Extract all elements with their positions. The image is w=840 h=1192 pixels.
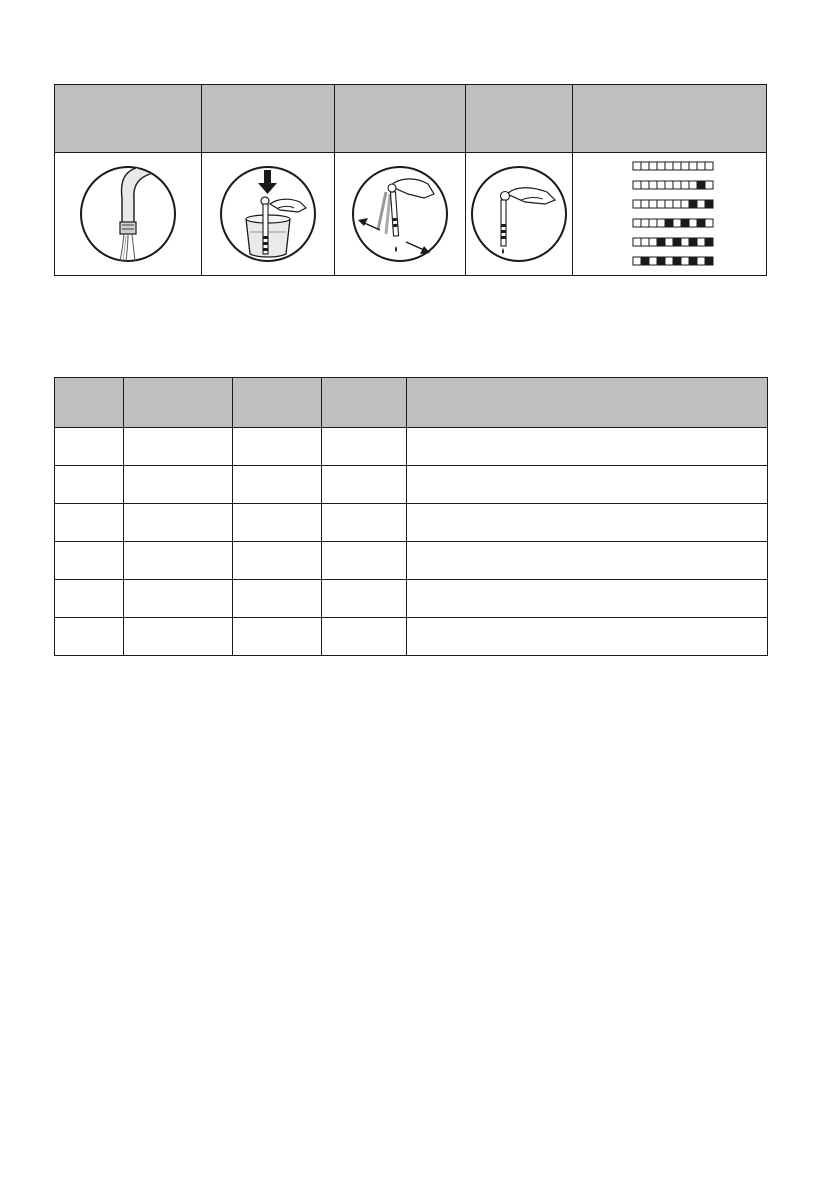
scale-segment bbox=[705, 257, 713, 265]
table-cell bbox=[407, 466, 768, 504]
table-cell bbox=[124, 466, 233, 504]
scale-segment bbox=[657, 238, 665, 246]
scale-segment bbox=[641, 257, 649, 265]
scale-segment bbox=[705, 200, 713, 208]
table-row bbox=[55, 580, 768, 618]
scale-illustration-cell bbox=[573, 153, 767, 276]
instruction-header-row bbox=[55, 85, 767, 153]
table-cell bbox=[322, 580, 407, 618]
table-cell bbox=[55, 466, 124, 504]
scale-segment bbox=[665, 162, 673, 170]
scale-segment bbox=[649, 238, 657, 246]
scale-segment bbox=[689, 181, 697, 189]
scale-header bbox=[573, 85, 767, 153]
scale-segment bbox=[641, 219, 649, 227]
scale-segment bbox=[641, 200, 649, 208]
scale-segment bbox=[681, 219, 689, 227]
scale-segment bbox=[633, 238, 641, 246]
scale-segment bbox=[641, 181, 649, 189]
scale-segment bbox=[649, 219, 657, 227]
table-cell bbox=[407, 542, 768, 580]
scale-strip bbox=[633, 162, 713, 170]
results-header-cell bbox=[322, 378, 407, 428]
table-cell bbox=[407, 580, 768, 618]
results-header-cell bbox=[233, 378, 322, 428]
scale-segment bbox=[697, 238, 705, 246]
table-cell bbox=[322, 504, 407, 542]
results-header-cell bbox=[124, 378, 233, 428]
dip-strip-in-water-icon bbox=[218, 164, 318, 264]
scale-segment bbox=[689, 200, 697, 208]
step-2-illustration-cell bbox=[202, 153, 335, 276]
scale-strip bbox=[633, 181, 713, 189]
scale-segment bbox=[633, 162, 641, 170]
scale-segment bbox=[649, 200, 657, 208]
scale-segment bbox=[633, 181, 641, 189]
scale-segment bbox=[705, 219, 713, 227]
table-cell bbox=[124, 542, 233, 580]
shake-strip-icon bbox=[350, 164, 450, 264]
table-cell bbox=[124, 504, 233, 542]
scale-segment bbox=[673, 257, 681, 265]
table-row bbox=[55, 542, 768, 580]
running-tap-icon bbox=[78, 164, 178, 264]
table-cell bbox=[322, 466, 407, 504]
table-row bbox=[55, 504, 768, 542]
table-row bbox=[55, 466, 768, 504]
table-cell bbox=[55, 504, 124, 542]
table-cell bbox=[322, 618, 407, 656]
results-table bbox=[54, 377, 768, 656]
scale-segment bbox=[673, 162, 681, 170]
step-3-header bbox=[335, 85, 466, 153]
table-cell bbox=[233, 618, 322, 656]
step-1-illustration-cell bbox=[55, 153, 202, 276]
scale-segment bbox=[665, 238, 673, 246]
scale-segment bbox=[697, 257, 705, 265]
table-cell bbox=[124, 428, 233, 466]
scale-segment bbox=[673, 200, 681, 208]
scale-segment bbox=[641, 162, 649, 170]
scale-segment bbox=[689, 219, 697, 227]
scale-segment bbox=[697, 181, 705, 189]
table-cell bbox=[407, 618, 768, 656]
step-1-header bbox=[55, 85, 202, 153]
scale-strip bbox=[633, 219, 713, 227]
results-header-cell bbox=[55, 378, 124, 428]
scale-segment bbox=[657, 200, 665, 208]
read-strip-icon bbox=[469, 164, 569, 264]
table-cell bbox=[233, 428, 322, 466]
table-cell bbox=[233, 466, 322, 504]
scale-segment bbox=[633, 200, 641, 208]
scale-segment bbox=[697, 200, 705, 208]
step-3-illustration-cell bbox=[335, 153, 466, 276]
scale-segment bbox=[665, 219, 673, 227]
scale-segment bbox=[705, 181, 713, 189]
table-cell bbox=[407, 428, 768, 466]
table-cell bbox=[124, 580, 233, 618]
scale-segment bbox=[633, 257, 641, 265]
scale-segment bbox=[649, 257, 657, 265]
table-cell bbox=[124, 618, 233, 656]
table-cell bbox=[233, 542, 322, 580]
scale-segment bbox=[689, 162, 697, 170]
table-row bbox=[55, 618, 768, 656]
table-row bbox=[55, 428, 768, 466]
scale-segment bbox=[657, 162, 665, 170]
table-cell bbox=[407, 504, 768, 542]
scale-segment bbox=[689, 257, 697, 265]
table-cell bbox=[55, 428, 124, 466]
scale-strip bbox=[633, 238, 713, 246]
scale-segment bbox=[681, 238, 689, 246]
instruction-picture-row bbox=[55, 153, 767, 276]
step-2-header bbox=[202, 85, 335, 153]
table-cell bbox=[233, 580, 322, 618]
scale-segment bbox=[665, 200, 673, 208]
hardness-color-scale-icon bbox=[573, 153, 766, 275]
scale-segment bbox=[697, 219, 705, 227]
scale-segment bbox=[681, 257, 689, 265]
instruction-table bbox=[54, 84, 767, 276]
step-4-header bbox=[466, 85, 573, 153]
scale-segment bbox=[657, 219, 665, 227]
scale-segment bbox=[673, 219, 681, 227]
table-cell bbox=[55, 542, 124, 580]
scale-segment bbox=[681, 200, 689, 208]
scale-segment bbox=[649, 162, 657, 170]
scale-segment bbox=[705, 162, 713, 170]
scale-segment bbox=[705, 238, 713, 246]
table-cell bbox=[55, 580, 124, 618]
scale-segment bbox=[657, 257, 665, 265]
table-cell bbox=[322, 542, 407, 580]
step-4-illustration-cell bbox=[466, 153, 573, 276]
scale-segment bbox=[681, 181, 689, 189]
scale-segment bbox=[649, 181, 657, 189]
scale-segment bbox=[673, 181, 681, 189]
scale-segment bbox=[641, 238, 649, 246]
scale-strip bbox=[633, 200, 713, 208]
results-header-row bbox=[55, 378, 768, 428]
scale-segment bbox=[665, 257, 673, 265]
scale-strip bbox=[633, 257, 713, 265]
table-cell bbox=[55, 618, 124, 656]
table-cell bbox=[322, 428, 407, 466]
scale-segment bbox=[681, 162, 689, 170]
scale-segment bbox=[697, 162, 705, 170]
results-header-cell bbox=[407, 378, 768, 428]
scale-segment bbox=[673, 238, 681, 246]
table-cell bbox=[233, 504, 322, 542]
scale-segment bbox=[689, 238, 697, 246]
scale-segment bbox=[633, 219, 641, 227]
scale-segment bbox=[657, 181, 665, 189]
scale-segment bbox=[665, 181, 673, 189]
